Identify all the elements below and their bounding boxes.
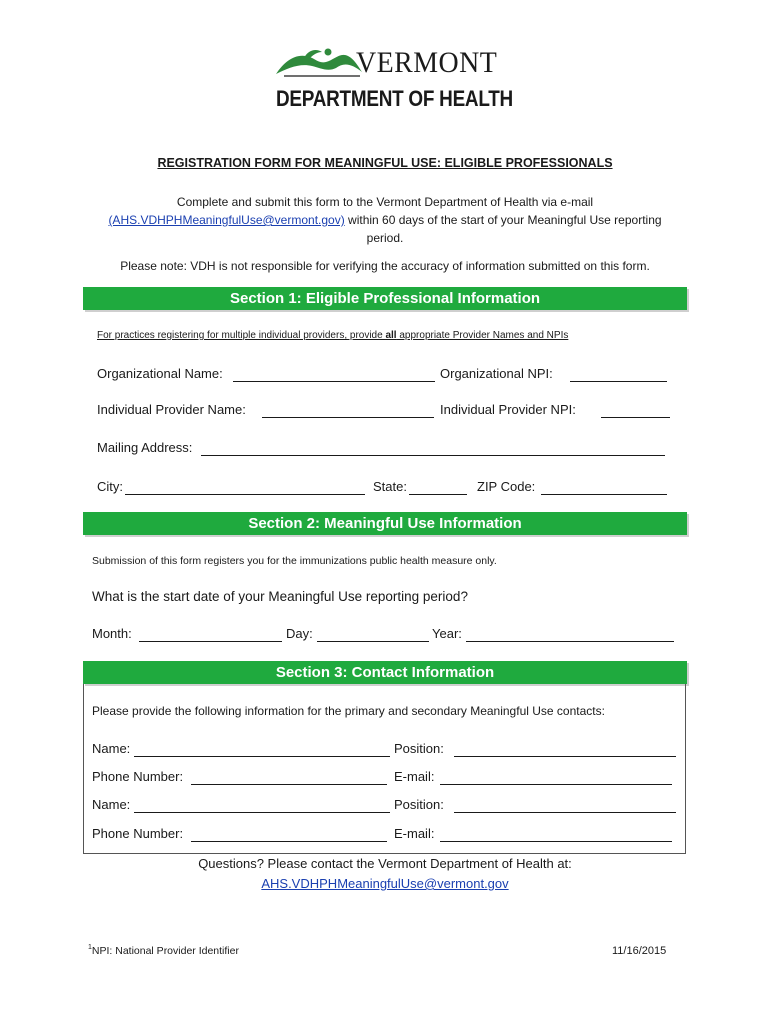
questions-text: Questions? Please contact the Vermont Department of Health at: xyxy=(198,856,572,871)
year-label: Year: xyxy=(432,626,462,641)
reporting-period-question: What is the start date of your Meaningful Use reporting period? xyxy=(92,589,468,604)
contact1-position-label: Position: xyxy=(394,741,444,756)
month-label: Month: xyxy=(92,626,132,641)
contact-email-link[interactable]: AHS.VDHPHMeaningfulUse@vermont.gov xyxy=(261,876,509,891)
zip-field[interactable] xyxy=(541,494,667,495)
row-city-state-zip xyxy=(97,479,677,497)
footnote-text: NPI: National Provider Identifier xyxy=(91,945,239,957)
provider-npi-field[interactable] xyxy=(601,417,670,418)
contact1-email-label: E-mail: xyxy=(394,769,435,784)
org-npi-label: Organizational NPI: xyxy=(440,366,553,381)
contact2-name-label: Name: xyxy=(92,797,131,812)
zip-label: ZIP Code: xyxy=(477,479,536,494)
contact2-position-field[interactable] xyxy=(454,812,676,813)
intro-text xyxy=(80,193,690,247)
section1-heading: Section 1: Eligible Professional Information xyxy=(83,287,687,310)
footnote-marker: 1 xyxy=(88,944,92,951)
contact1-email-field[interactable] xyxy=(440,784,672,785)
row-contact2-phone xyxy=(92,826,677,844)
row-provider xyxy=(97,402,677,420)
mailing-address-field[interactable] xyxy=(201,455,665,456)
row-organization xyxy=(97,366,677,384)
row-start-date xyxy=(92,626,677,644)
contact2-name-field[interactable] xyxy=(134,812,390,813)
section2-note: Submission of this form registers you for the immunizations public health measure only. xyxy=(92,555,497,567)
disclaimer-note: Please note: VDH is not responsible for verifying the accuracy of information submitted on this form. xyxy=(120,259,650,273)
contact2-phone-field[interactable] xyxy=(191,841,387,842)
city-label: City: xyxy=(97,479,123,494)
intro-line-3: period. xyxy=(366,231,404,245)
section1-note-bold: all xyxy=(385,330,397,341)
row-contact1-phone xyxy=(92,769,677,787)
intro-email-link[interactable]: (AHS.VDHPHMeaningfulUse@vermont.gov) xyxy=(108,213,345,227)
state-label: State: xyxy=(373,479,407,494)
day-label: Day: xyxy=(286,626,313,641)
section2-heading: Section 2: Meaningful Use Information xyxy=(83,512,687,535)
contact2-email-label: E-mail: xyxy=(394,826,435,841)
section1-note-pre: For practices registering for multiple individual providers, provide xyxy=(97,330,386,341)
contact2-position-label: Position: xyxy=(394,797,444,812)
provider-npi-label: Individual Provider NPI: xyxy=(440,402,576,417)
section3-instructions: Please provide the following information for the primary and secondary Meaningful Use contacts: xyxy=(92,704,605,718)
city-field[interactable] xyxy=(125,494,365,495)
row-contact1-name xyxy=(92,741,677,759)
contact2-phone-label: Phone Number: xyxy=(92,826,184,841)
contact1-name-label: Name: xyxy=(92,741,131,756)
state-field[interactable] xyxy=(409,494,467,495)
provider-name-label: Individual Provider Name: xyxy=(97,402,246,417)
contact1-position-field[interactable] xyxy=(454,756,676,757)
org-npi-field[interactable] xyxy=(570,381,667,382)
row-contact2-name xyxy=(92,797,677,815)
org-name-field[interactable] xyxy=(233,381,435,382)
footer-date: 11/16/2015 xyxy=(612,945,667,957)
logo-wordmark: VERMONT xyxy=(356,46,498,79)
mailing-address-label: Mailing Address: xyxy=(97,440,193,455)
logo-department: DEPARTMENT OF HEALTH xyxy=(276,86,513,111)
vermont-doh-logo xyxy=(274,42,513,112)
section3-heading: Section 3: Contact Information xyxy=(83,661,687,684)
contact1-name-field[interactable] xyxy=(134,756,390,757)
year-field[interactable] xyxy=(466,641,674,642)
contact1-phone-field[interactable] xyxy=(191,784,387,785)
day-field[interactable] xyxy=(317,641,429,642)
contact2-email-field[interactable] xyxy=(440,841,672,842)
contact1-phone-label: Phone Number: xyxy=(92,769,184,784)
footnote xyxy=(88,944,239,957)
org-name-label: Organizational Name: xyxy=(97,366,223,381)
section1-note xyxy=(97,330,568,341)
row-mailing xyxy=(97,440,677,458)
form-title: REGISTRATION FORM FOR MEANINGFUL USE: ELIGIBLE PROFESSIONALS xyxy=(157,156,613,170)
intro-line-2: within 60 days of the start of your Meaningful Use reporting xyxy=(344,213,662,227)
provider-name-field[interactable] xyxy=(262,417,434,418)
section1-note-post: appropriate Provider Names and NPIs xyxy=(396,330,569,341)
vermont-mountains-logo-icon xyxy=(274,44,364,78)
month-field[interactable] xyxy=(139,641,282,642)
intro-line-1: Complete and submit this form to the Vermont Department of Health via e-mail xyxy=(176,195,594,209)
